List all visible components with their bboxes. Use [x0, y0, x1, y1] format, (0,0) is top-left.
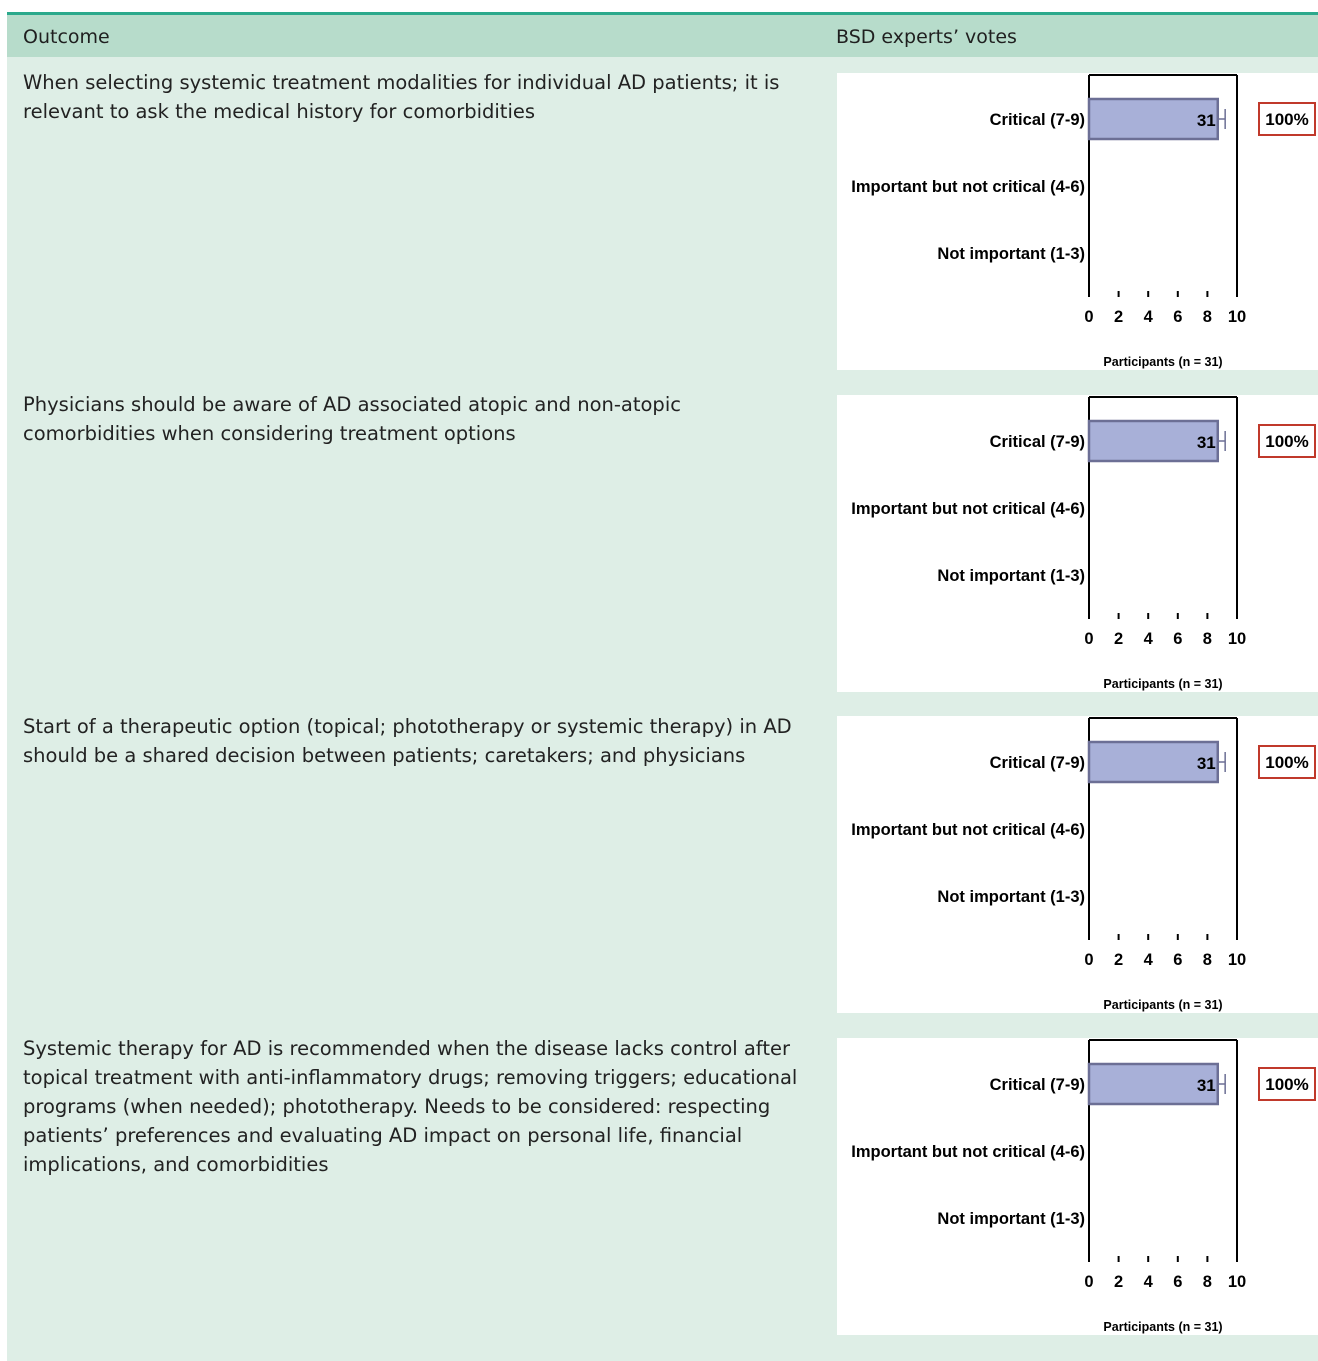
x-tick-label: 8	[1202, 1273, 1212, 1291]
x-tick-label: 0	[1084, 951, 1094, 969]
x-tick-label: 2	[1114, 630, 1124, 648]
votes-chart-3	[837, 716, 1318, 1013]
outcome-text-3: Start of a therapeutic option (topical; phototherapy or systemic therapy) in AD should be a shared decision between patients; caretakers; and physicians	[23, 715, 792, 767]
outcome-table	[7, 12, 1318, 1361]
votes-chart-svg	[837, 1038, 1318, 1335]
votes-chart-svg	[837, 73, 1318, 370]
x-tick-label: 6	[1173, 308, 1183, 326]
data-label: 31	[1196, 754, 1216, 773]
x-tick-label: 10	[1227, 951, 1247, 969]
x-tick-label: 10	[1227, 1273, 1247, 1291]
x-tick-label: 8	[1202, 308, 1212, 326]
category-label: Important but not critical (4-6)	[851, 178, 1085, 196]
x-tick-label: 10	[1227, 308, 1247, 326]
percent-callout: 100%	[1265, 432, 1309, 451]
x-tick-label: 2	[1114, 951, 1124, 969]
votes-chart-svg	[837, 716, 1318, 1013]
x-tick-label: 6	[1173, 630, 1183, 648]
x-tick-label: 2	[1114, 1273, 1124, 1291]
x-tick-label: 4	[1143, 1273, 1153, 1291]
outcome-text-4: Systemic therapy for AD is recommended when the disease lacks control after topical treatment with anti-inflammatory drugs; removing triggers; educational programs (when needed); phototherapy. Needs to be considered: respecting patients’ preferences and evaluating AD impact on personal life, financial implications, and comorbidities	[23, 1037, 798, 1176]
category-label: Not important (1-3)	[937, 245, 1085, 263]
percent-callout: 100%	[1265, 1075, 1309, 1094]
x-tick-label: 10	[1227, 630, 1247, 648]
x-tick-label: 4	[1143, 630, 1153, 648]
x-axis-label: Participants (n = 31)	[1103, 1320, 1223, 1334]
category-label: Not important (1-3)	[937, 888, 1085, 906]
percent-callout: 100%	[1265, 110, 1309, 129]
category-label: Not important (1-3)	[937, 567, 1085, 585]
votes-chart-svg	[837, 395, 1318, 692]
votes-chart-1	[837, 73, 1318, 370]
x-tick-label: 8	[1202, 951, 1212, 969]
votes-chart-4	[837, 1038, 1318, 1335]
data-label: 31	[1196, 433, 1216, 452]
x-tick-label: 2	[1114, 308, 1124, 326]
x-tick-label: 6	[1173, 951, 1183, 969]
outcome-text-2: Physicians should be aware of AD associated atopic and non-atopic comorbidities when considering treatment options	[23, 393, 681, 445]
category-label: Critical (7-9)	[989, 754, 1085, 772]
percent-callout: 100%	[1265, 753, 1309, 772]
category-label: Critical (7-9)	[989, 111, 1085, 129]
category-label: Critical (7-9)	[989, 433, 1085, 451]
x-axis-label: Participants (n = 31)	[1103, 677, 1223, 691]
x-tick-label: 4	[1143, 951, 1153, 969]
category-label: Important but not critical (4-6)	[851, 1143, 1085, 1161]
x-tick-label: 6	[1173, 1273, 1183, 1291]
data-label: 31	[1196, 111, 1216, 130]
x-tick-label: 0	[1084, 308, 1094, 326]
category-label: Important but not critical (4-6)	[851, 500, 1085, 518]
category-label: Not important (1-3)	[937, 1210, 1085, 1228]
table-header	[7, 15, 1318, 57]
x-tick-label: 0	[1084, 630, 1094, 648]
outcome-text-1: When selecting systemic treatment modalities for individual AD patients; it is relevant to ask the medical history for comorbidities	[23, 71, 780, 123]
x-tick-label: 4	[1143, 308, 1153, 326]
data-label: 31	[1196, 1076, 1216, 1095]
votes-column-header: BSD experts’ votes	[836, 26, 1017, 48]
outcome-column-header: Outcome	[23, 26, 110, 48]
category-label: Critical (7-9)	[989, 1076, 1085, 1094]
x-axis-label: Participants (n = 31)	[1103, 998, 1223, 1012]
x-tick-label: 0	[1084, 1273, 1094, 1291]
x-tick-label: 8	[1202, 630, 1212, 648]
x-axis-label: Participants (n = 31)	[1103, 355, 1223, 369]
votes-chart-2	[837, 395, 1318, 692]
category-label: Important but not critical (4-6)	[851, 821, 1085, 839]
